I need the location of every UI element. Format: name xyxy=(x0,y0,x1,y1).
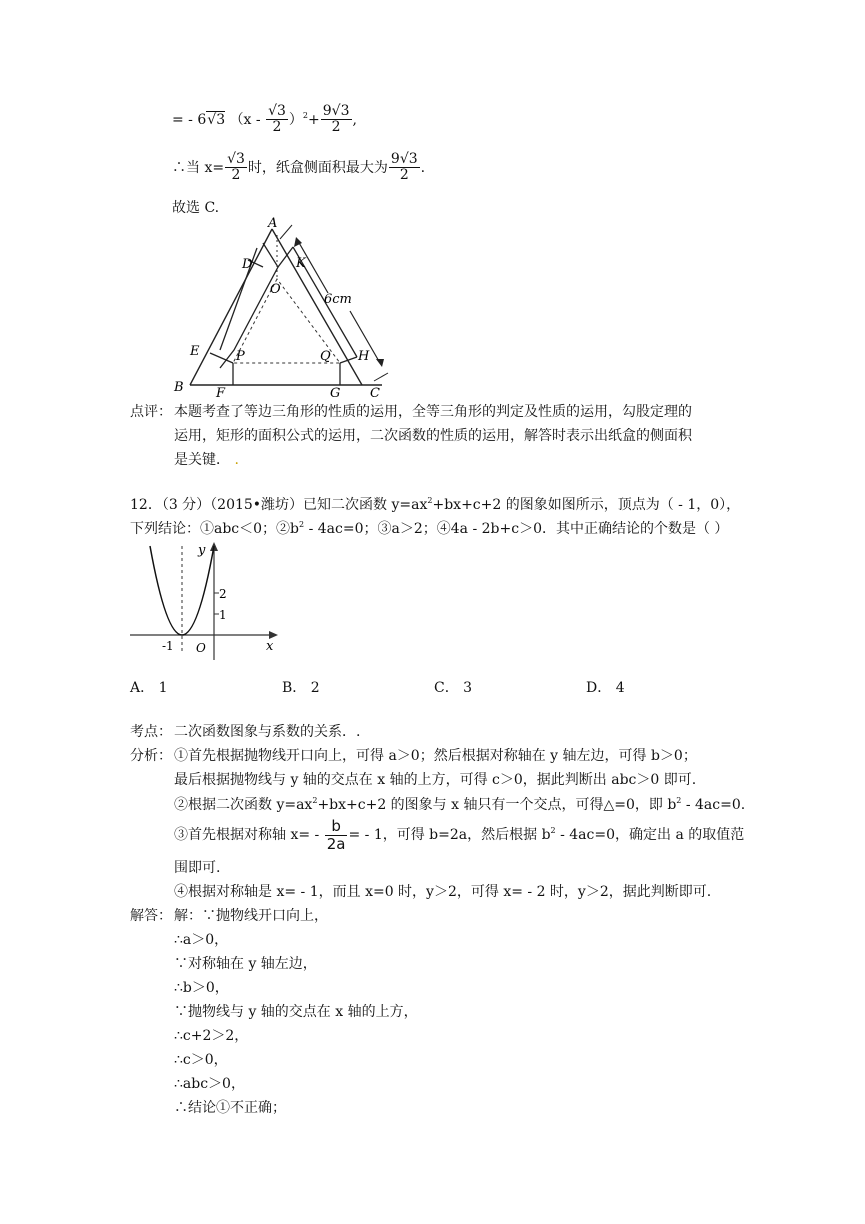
jieda-step-5: ∴c+2＞2， xyxy=(174,1028,249,1044)
comma: , xyxy=(352,111,357,128)
label-y: y xyxy=(198,543,206,558)
kaodian-label: 考点： xyxy=(130,724,172,740)
label-D: D xyxy=(242,257,253,272)
trailing-dot: . xyxy=(234,452,239,468)
comment-label: 点评： xyxy=(130,404,172,420)
paren-close: ） xyxy=(288,111,303,128)
option-a[interactable]: A． 1 xyxy=(130,680,168,696)
triangle-figure xyxy=(160,215,400,400)
dimension-bottom-tick xyxy=(374,373,388,381)
jieda-step-4: ∵抛物线与 y 轴的交点在 x 轴的上方， xyxy=(174,1004,418,1020)
kaodian-text: 二次函数图象与系数的关系．. xyxy=(174,724,361,740)
fraction-sqrt3-over-2: $\frac{√3}{2}$ xyxy=(268,103,286,136)
label-B: B xyxy=(174,380,184,395)
paren-open: （x - xyxy=(229,111,266,128)
comment-line2: 运用，矩形的面积公式的运用，二次函数的性质的运用，解答时表示出纸盒的侧面积 xyxy=(174,428,692,444)
fenxi-label: 分析： xyxy=(130,748,172,764)
outer-right-edge xyxy=(272,229,362,385)
equation-line xyxy=(172,104,357,136)
label-O: O xyxy=(270,282,281,297)
jieda-step-6: ∴c＞0， xyxy=(174,1052,228,1068)
comment-line3: 是关键． . xyxy=(174,452,239,468)
eq-prefix: = - 6 xyxy=(172,111,207,128)
label-K: K xyxy=(296,256,306,271)
jieda-first: 解：∵抛物线开口向上， xyxy=(174,908,328,924)
fenxi-p4: ④根据对称轴是 x= - 1，而且 x=0 时，y＞2，可得 x= - 2 时，y＞2，据此判断即可. xyxy=(174,884,712,900)
label-2: 2 xyxy=(219,587,227,601)
fenxi-p1-l1: ①首先根据抛物线开口向上，可得 a＞0；然后根据对称轴在 y 轴左边，可得 b＞0； xyxy=(174,748,697,764)
jieda-step-7: ∴abc＞0， xyxy=(174,1076,245,1092)
label-E: E xyxy=(190,344,200,359)
choose-line: 故选 C. xyxy=(172,200,220,216)
dimension-top-tick xyxy=(280,225,292,239)
when-end: . xyxy=(420,159,426,176)
arrowhead-bottom xyxy=(376,359,384,367)
label-F: F xyxy=(216,386,226,400)
label-x: x xyxy=(266,639,274,654)
label-G: G xyxy=(330,386,341,400)
fold-e xyxy=(210,353,233,363)
plus: + xyxy=(308,111,320,128)
label-C: C xyxy=(370,386,380,400)
label-Q: Q xyxy=(320,349,331,364)
jieda-step-1: ∴a＞0， xyxy=(174,932,229,948)
q12-line2: 下列结论：①abc＜0；$②b^2 - 4ac=0$；③a＞2；④4a - 2b+c＞0．其中正确结论的个数是（ ） xyxy=(130,520,729,537)
label-A: A xyxy=(268,216,278,231)
max-area-line xyxy=(172,152,425,184)
exponent: 2 xyxy=(302,110,309,120)
fenxi-p2: ②根据二次函数 $y=ax^2+bx+c+2$ 的图象与 x 轴只有一个交点，可得△=0，即 $b^2 - 4ac=0$. xyxy=(174,796,746,813)
fraction-b-over-2a: $\frac{b}{2a}$ xyxy=(326,817,346,853)
comment-line1: 本题考查了等边三角形的性质的运用，全等三角形的判定及性质的运用，勾股定理的 xyxy=(174,404,692,420)
label-origin: O xyxy=(196,641,206,655)
option-b[interactable]: B． 2 xyxy=(282,680,320,696)
fraction-max-value: $\frac{9√3}{2}$ xyxy=(390,151,418,184)
fenxi-p1-l2: 最后根据抛物线与 y 轴的交点在 x 轴的上方，可得 c＞0，据此判断出 abc＞0 即可. xyxy=(174,772,697,788)
option-c[interactable]: C． 3 xyxy=(434,680,473,696)
label-H: H xyxy=(358,349,370,364)
jieda-step-8: ∴结论①不正确； xyxy=(174,1100,286,1116)
fraction-9sqrt3-over-2: $\frac{9√3}{2}$ xyxy=(322,103,350,136)
jieda-step-3: ∴b＞0， xyxy=(174,980,229,996)
label-neg1: -1 xyxy=(162,639,174,653)
when-prefix: ∴当 x= xyxy=(172,159,225,176)
fraction-x-value: $\frac{√3}{2}$ xyxy=(227,151,245,184)
x-axis-arrow xyxy=(269,631,278,639)
fold-k xyxy=(278,247,293,267)
sqrt-3: √3 xyxy=(207,111,226,128)
fenxi-p3-l2: 围即可. xyxy=(174,860,221,876)
label-1: 1 xyxy=(219,608,227,622)
label-6cm: 6cm xyxy=(324,292,352,307)
option-d[interactable]: D． 4 xyxy=(586,680,625,696)
label-P: P xyxy=(236,349,245,364)
when-mid: 时，纸盒侧面积最大为 xyxy=(247,159,388,176)
jieda-step-2: ∵对称轴在 y 轴左边， xyxy=(174,956,317,972)
fenxi-p3: ③首先根据对称轴 x= - $\frac{b}{2a}$ = - 1，可得 b=2a，然后根据 $b^2 - 4ac=0$，确定出 a 的取值范 xyxy=(174,817,745,853)
parabola-graph xyxy=(128,540,283,665)
jieda-label: 解答： xyxy=(130,908,172,924)
q12-line1: 12．（3 分）（2015•潍坊）已知二次函数 $y=ax^2+bx+c+2$ 的图象如图所示，顶点为（ - 1，0）， xyxy=(130,496,741,513)
